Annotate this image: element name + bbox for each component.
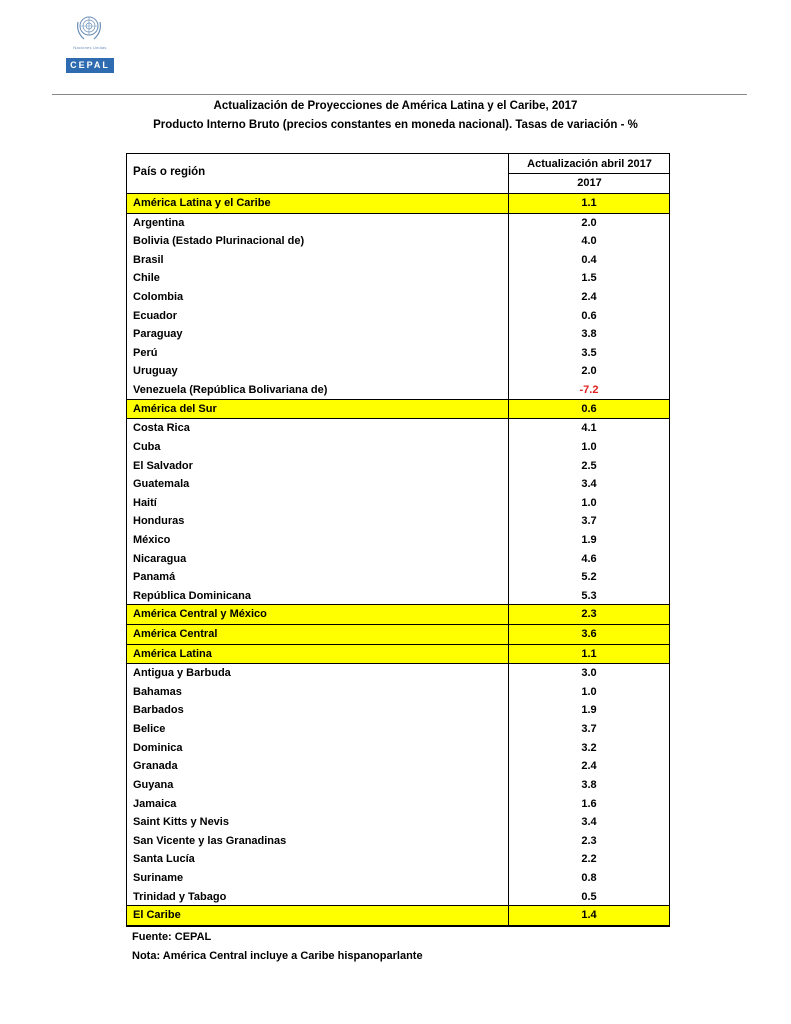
row-value: 0.4 xyxy=(508,251,669,270)
row-value: 3.5 xyxy=(508,344,669,363)
table-row xyxy=(127,457,669,476)
page-subtitle: Producto Interno Bruto (precios constantes en moneda nacional). Tasas de variación - % xyxy=(153,119,638,131)
table-row-aggregate xyxy=(127,905,669,926)
row-value: 2.0 xyxy=(508,214,669,233)
row-country: Brasil xyxy=(133,253,164,266)
table-row-aggregate xyxy=(127,193,669,214)
row-value: 3.8 xyxy=(508,776,669,795)
row-country: El Caribe xyxy=(133,909,181,922)
row-value: 5.2 xyxy=(508,568,669,587)
page-title: Actualización de Proyecciones de América Latina y el Caribe, 2017 xyxy=(213,100,578,112)
table-row xyxy=(127,757,669,776)
table-row xyxy=(127,888,669,907)
row-country: Jamaica xyxy=(133,797,177,810)
row-value: 2.5 xyxy=(508,457,669,476)
table-row xyxy=(127,307,669,326)
table-header xyxy=(126,153,670,193)
table-body xyxy=(126,193,670,927)
row-value: 2.2 xyxy=(508,850,669,869)
table-row xyxy=(127,587,669,606)
table-row xyxy=(127,512,669,531)
table-row xyxy=(127,344,669,363)
table-row xyxy=(127,550,669,569)
row-country: Saint Kitts y Nevis xyxy=(133,816,229,829)
row-value: 3.7 xyxy=(508,512,669,531)
row-country: Colombia xyxy=(133,291,184,304)
row-value: -7.2 xyxy=(508,381,669,400)
row-country: Bolivia (Estado Plurinacional de) xyxy=(133,235,305,248)
row-value: 1.4 xyxy=(508,906,669,925)
header-divider xyxy=(52,94,747,95)
row-country: Paraguay xyxy=(133,328,183,341)
row-country: Trinidad y Tabago xyxy=(133,890,227,903)
row-value: 3.0 xyxy=(508,664,669,683)
table-row xyxy=(127,325,669,344)
table-row xyxy=(127,776,669,795)
table-row xyxy=(127,438,669,457)
row-country: Suriname xyxy=(133,871,184,884)
row-value: 4.1 xyxy=(508,419,669,438)
row-value: 0.6 xyxy=(508,307,669,326)
table-row xyxy=(127,362,669,381)
table-row xyxy=(127,214,669,233)
row-country: América del Sur xyxy=(133,402,217,415)
table-row xyxy=(127,739,669,758)
table-row xyxy=(127,813,669,832)
table-row xyxy=(127,720,669,739)
gdp-table xyxy=(126,153,670,927)
row-value: 0.8 xyxy=(508,869,669,888)
table-row xyxy=(127,850,669,869)
table-row xyxy=(127,683,669,702)
row-country: Argentina xyxy=(133,216,185,229)
row-value: 2.3 xyxy=(508,832,669,851)
table-row xyxy=(127,531,669,550)
table-row-aggregate xyxy=(127,399,669,420)
row-country: Guatemala xyxy=(133,478,190,491)
row-value: 4.0 xyxy=(508,232,669,251)
row-value: 3.8 xyxy=(508,325,669,344)
row-value: 1.0 xyxy=(508,438,669,457)
table-row xyxy=(127,832,669,851)
cepal-wordmark: CEPAL xyxy=(66,58,114,73)
table-row xyxy=(127,701,669,720)
row-country: San Vicente y las Granadinas xyxy=(133,834,287,847)
row-country: Ecuador xyxy=(133,309,178,322)
row-value: 3.6 xyxy=(508,625,669,644)
row-country: Chile xyxy=(133,272,160,285)
year-header: 2017 xyxy=(577,177,602,189)
row-value: 1.0 xyxy=(508,494,669,513)
table-row xyxy=(127,869,669,888)
row-country: Panamá xyxy=(133,571,176,584)
region-note: Nota: América Central incluye a Caribe hispanoparlante xyxy=(132,950,423,962)
row-country: Dominica xyxy=(133,741,183,754)
update-header: Actualización abril 2017 xyxy=(509,154,670,174)
row-country: República Dominicana xyxy=(133,589,251,602)
row-value: 2.4 xyxy=(508,757,669,776)
row-country: Costa Rica xyxy=(133,422,190,435)
row-country: Santa Lucía xyxy=(133,853,195,866)
table-row xyxy=(127,251,669,270)
row-value: 1.6 xyxy=(508,795,669,814)
table-row-aggregate xyxy=(127,624,669,645)
row-country: Uruguay xyxy=(133,365,178,378)
row-country: Guyana xyxy=(133,778,174,791)
country-column-header: País o región xyxy=(133,166,206,178)
table-row xyxy=(127,475,669,494)
row-value: 0.6 xyxy=(508,400,669,419)
row-country: América Latina y el Caribe xyxy=(133,197,271,209)
row-country: América Central xyxy=(133,628,218,641)
row-country: América Central y México xyxy=(133,608,267,621)
table-row-aggregate xyxy=(127,644,669,665)
source-note: Fuente: CEPAL xyxy=(132,931,212,943)
row-country: Granada xyxy=(133,760,178,773)
row-country: Honduras xyxy=(133,515,185,528)
un-emblem-icon xyxy=(74,12,104,42)
table-row xyxy=(127,269,669,288)
row-country: América Latina xyxy=(133,647,212,660)
row-value: 2.3 xyxy=(508,605,669,624)
row-country: Haití xyxy=(133,496,157,509)
table-row-aggregate xyxy=(127,604,669,625)
footnotes xyxy=(132,928,423,966)
table-row xyxy=(127,419,669,438)
row-value: 1.1 xyxy=(508,194,669,213)
table-row xyxy=(127,288,669,307)
value-column-header xyxy=(508,154,670,194)
table-row xyxy=(127,795,669,814)
row-country: Antigua y Barbuda xyxy=(133,667,231,680)
row-value: 3.2 xyxy=(508,739,669,758)
row-value: 3.4 xyxy=(508,475,669,494)
row-country: Belice xyxy=(133,723,166,736)
row-value: 1.1 xyxy=(508,645,669,664)
row-country: Nicaragua xyxy=(133,552,187,565)
row-country: Venezuela (República Bolivariana de) xyxy=(133,384,328,397)
row-value: 4.6 xyxy=(508,550,669,569)
row-value: 3.7 xyxy=(508,720,669,739)
row-value: 1.0 xyxy=(508,683,669,702)
row-value: 2.0 xyxy=(508,362,669,381)
cepal-logo xyxy=(62,12,114,76)
row-value: 1.9 xyxy=(508,701,669,720)
row-value: 1.5 xyxy=(508,269,669,288)
row-country: Cuba xyxy=(133,440,161,453)
row-value: 3.4 xyxy=(508,813,669,832)
table-row xyxy=(127,494,669,513)
row-country: México xyxy=(133,533,171,546)
row-country: Perú xyxy=(133,346,158,359)
row-value: 2.4 xyxy=(508,288,669,307)
row-country: Barbados xyxy=(133,704,184,717)
row-country: El Salvador xyxy=(133,459,193,472)
row-value: 5.3 xyxy=(508,587,669,606)
table-row xyxy=(127,568,669,587)
row-country: Bahamas xyxy=(133,685,182,698)
table-row xyxy=(127,232,669,251)
row-value: 1.9 xyxy=(508,531,669,550)
table-row xyxy=(127,381,669,400)
table-row xyxy=(127,664,669,683)
row-value: 0.5 xyxy=(508,888,669,907)
un-label: Naciones Unidas xyxy=(73,45,107,50)
